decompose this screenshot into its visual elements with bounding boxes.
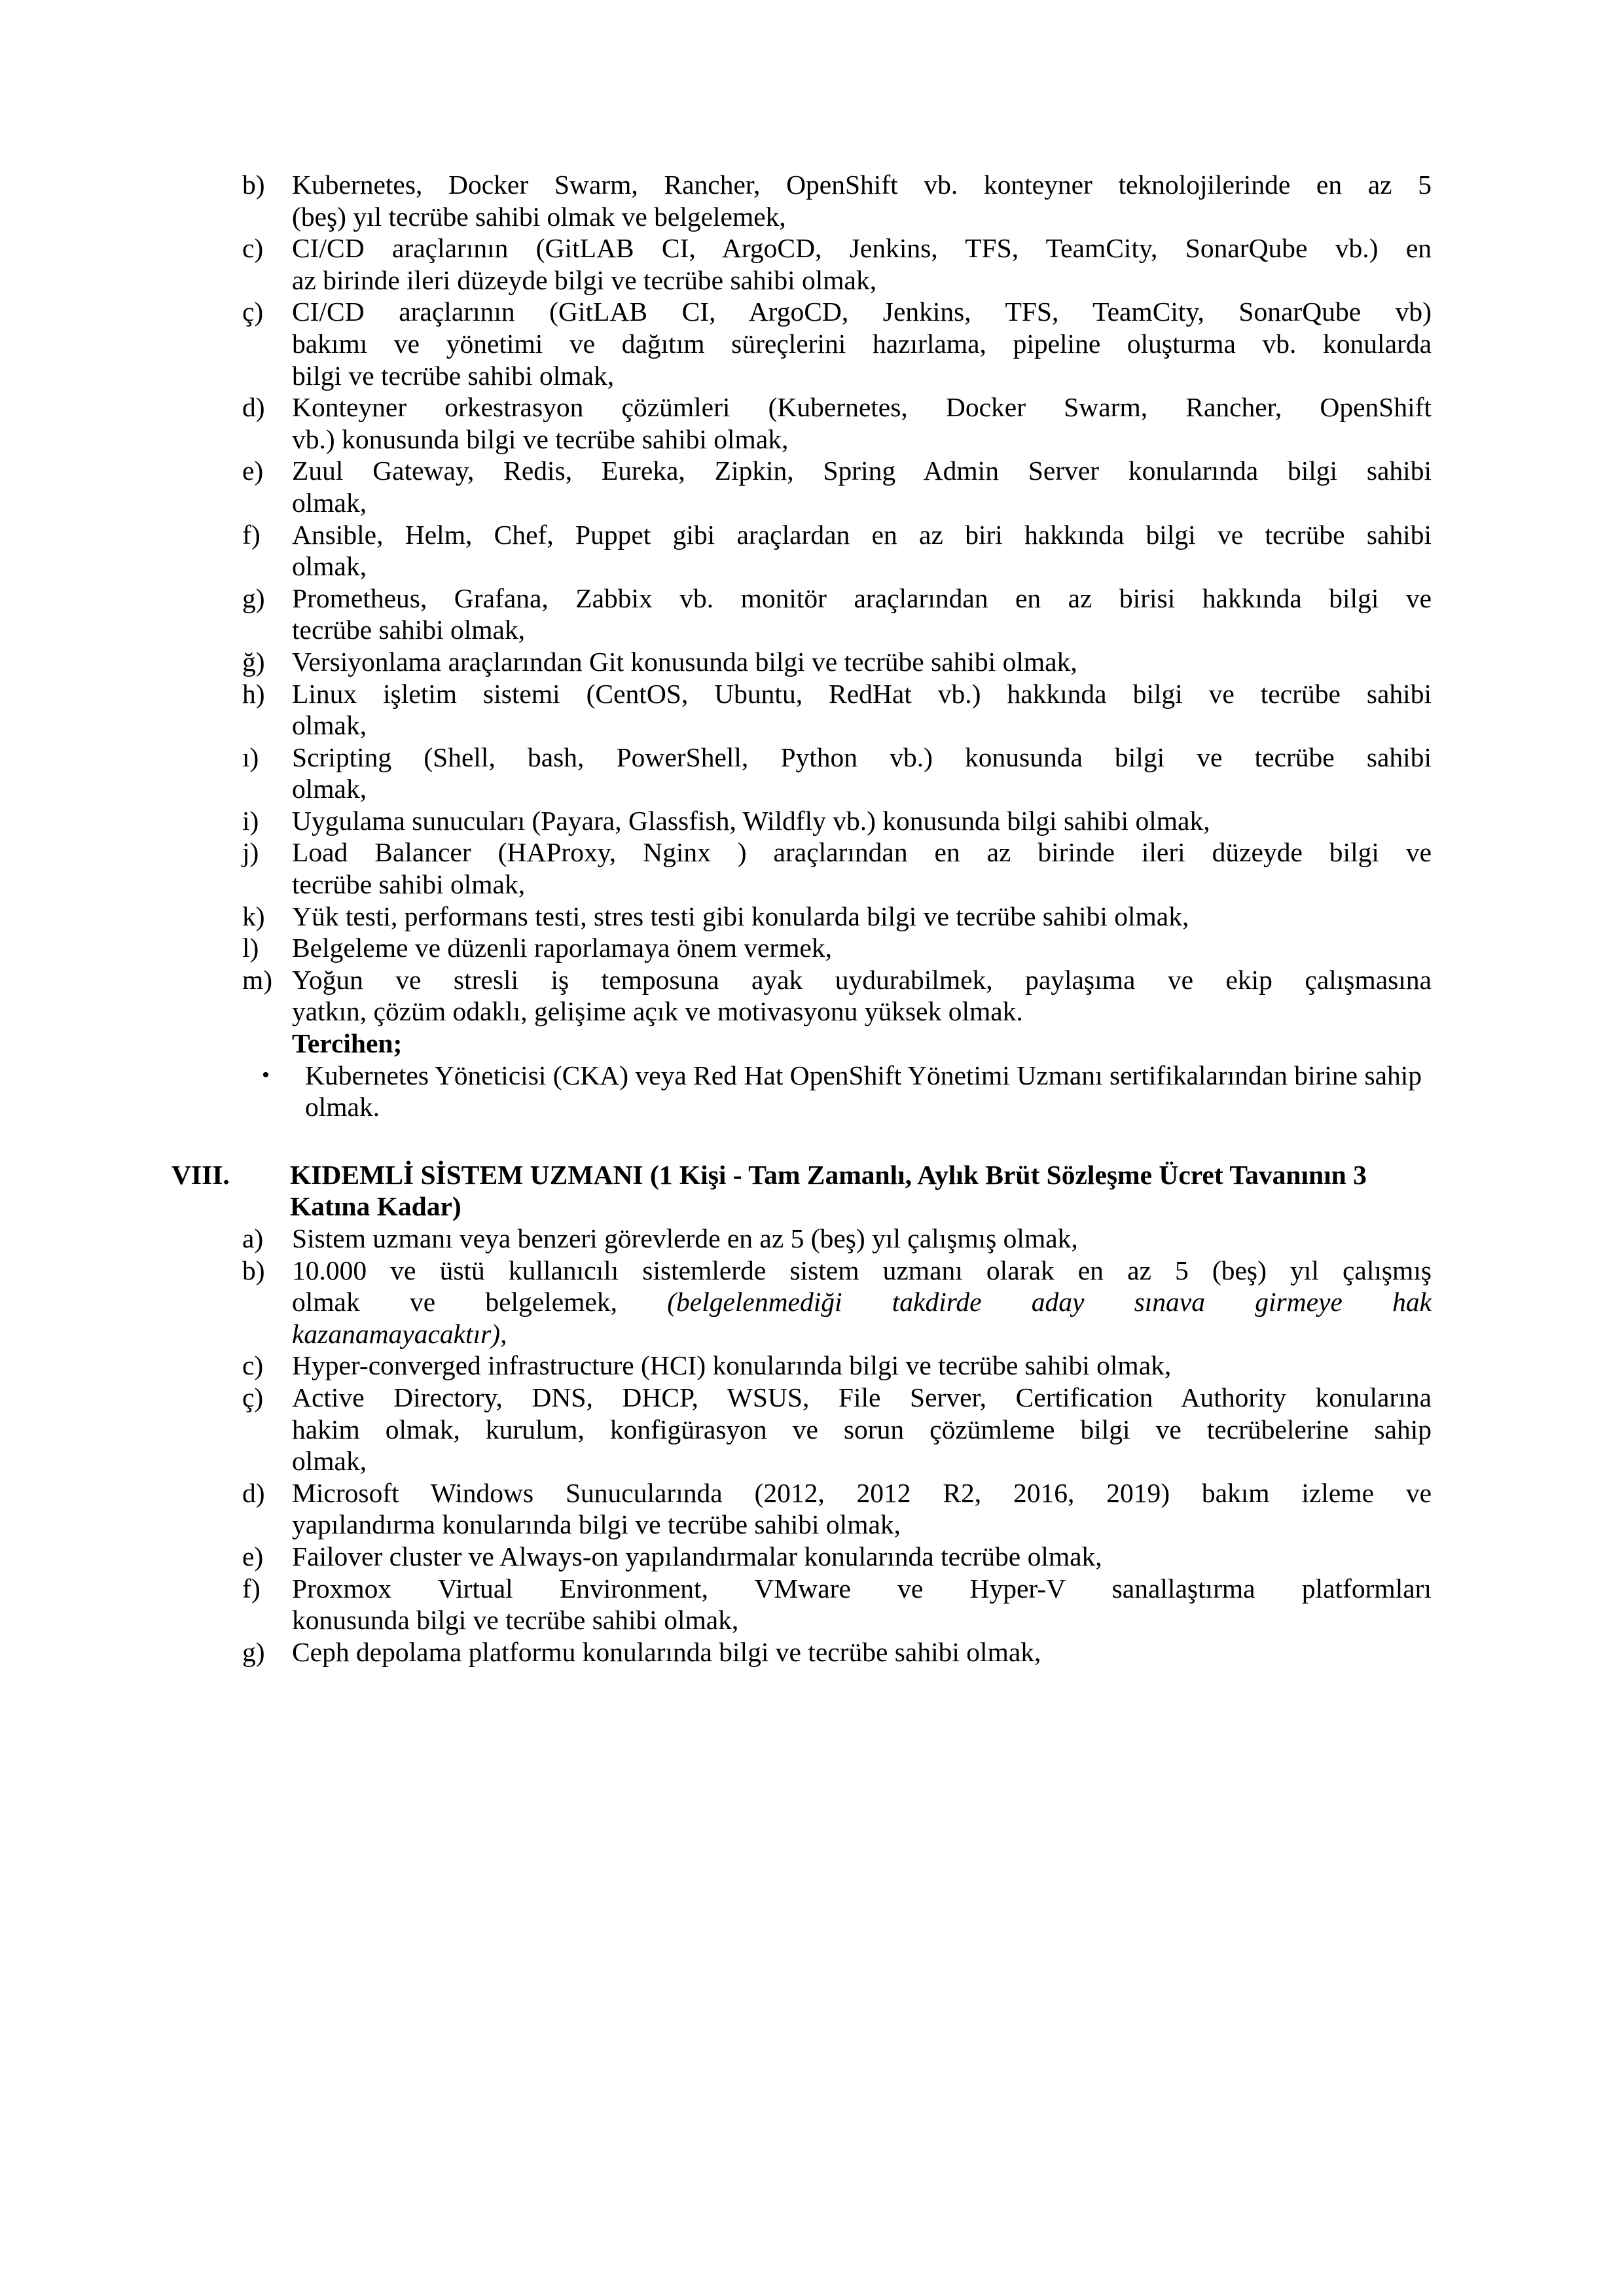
text-line: yapılandırma konularında bilgi ve tecrübe sahibi olmak, <box>292 1509 901 1540</box>
text-line: CI/CD araçlarının (GitLAB CI, ArgoCD, Jenkins, TFS, TeamCity, SonarQube vb.) en <box>292 233 1432 264</box>
list-marker: f) <box>242 1573 261 1604</box>
text-line: Load Balancer (HAProxy, Nginx ) araçlarından en az birinde ileri düzeyde bilgi ve <box>292 837 1432 868</box>
text-line: olmak, <box>292 1446 367 1477</box>
list-item <box>171 901 1432 933</box>
list-marker: b) <box>242 1255 265 1285</box>
list-marker: b) <box>242 170 265 200</box>
text-line: Sistem uzmanı veya benzeri görevlerde en az 5 (beş) yıl çalışmış olmak, <box>292 1223 1078 1253</box>
text-line: olmak, <box>292 551 367 582</box>
list-item-text <box>292 1223 1432 1255</box>
list-marker: d) <box>242 1477 265 1508</box>
preferred-bullet-text <box>305 1060 1432 1123</box>
text-line: bilgi ve tecrübe sahibi olmak, <box>292 360 615 391</box>
list-item <box>171 232 1432 296</box>
text-line: bakımı ve yönetimi ve dağıtım süreçlerini hazırlama, pipeline oluşturma vb. konularda <box>292 328 1432 359</box>
list-marker: d) <box>242 392 265 423</box>
list-item <box>171 646 1432 678</box>
list-item-text <box>292 742 1432 805</box>
list-marker: e) <box>242 456 264 486</box>
text-line: Hyper-converged infrastructure (HCI) konularında bilgi ve tecrübe sahibi olmak, <box>292 1350 1172 1381</box>
text-line: az birinde ileri düzeyde bilgi ve tecrübe sahibi olmak, <box>292 264 877 295</box>
text-line: Tavanının 3 Katına Kadar) <box>290 1159 1367 1222</box>
list-marker: c) <box>242 233 264 264</box>
list-item <box>171 1382 1432 1477</box>
text-line: tecrübe sahibi olmak, <box>292 869 526 900</box>
text-line: Active Directory, DNS, DHCP, WSUS, File Server, Certification Authority konularına <box>292 1382 1432 1412</box>
text-line: vb.) konusunda bilgi ve tecrübe sahibi olmak, <box>292 423 789 454</box>
list-item-text <box>292 1255 1432 1350</box>
list-item-text <box>292 1382 1432 1477</box>
section-heading-viii <box>171 1159 1432 1223</box>
list-marker: g) <box>242 1636 265 1667</box>
list-marker: f) <box>242 519 261 550</box>
text-line: Linux işletim sistemi (CentOS, Ubuntu, RedHat vb.) hakkında bilgi ve tecrübe sahibi <box>292 678 1432 709</box>
list-item-text <box>292 1477 1432 1541</box>
text-line: yatkın, çözüm odaklı, gelişime açık ve motivasyonu yüksek olmak. <box>292 996 1023 1027</box>
text-line: Ansible, Helm, Chef, Puppet gibi araçlardan en az biri hakkında bilgi ve tecrübe sahibi <box>292 519 1432 550</box>
list-item <box>171 678 1432 742</box>
list-item <box>171 169 1432 232</box>
text-line: Belgeleme ve düzenli raporlamaya önem vermek, <box>292 933 833 963</box>
text-line: Failover cluster ve Always-on yapılandırmalar konularında tecrübe olmak, <box>292 1541 1102 1571</box>
list-item-text <box>292 964 1432 1028</box>
text-italic: kazanamayacaktır), <box>292 1318 507 1349</box>
list-item-text <box>292 455 1432 518</box>
list-marker: j) <box>242 837 259 868</box>
text-line: Uygulama sunucuları (Payara, Glassfish, Wildfly vb.) konusunda bilgi sahibi olmak, <box>292 805 1210 836</box>
list-marker: m) <box>242 964 273 995</box>
list-marker: k) <box>242 901 265 931</box>
list-item <box>171 391 1432 455</box>
list-item <box>171 519 1432 583</box>
requirements-list-viii <box>171 1223 1432 1668</box>
text-line: hakim olmak, kurulum, konfigürasyon ve sorun çözümleme bilgi ve tecrübelerine sahip <box>292 1414 1432 1444</box>
text-line: Versiyonlama araçlarından Git konusunda bilgi ve tecrübe sahibi olmak, <box>292 646 1077 677</box>
list-marker: g) <box>242 583 265 613</box>
preferred-bullet-item <box>171 1060 1432 1123</box>
list-item <box>171 1636 1432 1668</box>
list-item <box>171 1255 1432 1350</box>
list-item-text <box>292 805 1432 837</box>
requirements-list-continued <box>171 169 1432 1028</box>
section-numeral: VIII. <box>171 1159 230 1190</box>
list-item <box>171 1573 1432 1636</box>
text-italic: (belgelenmediği takdirde aday sınava girmeye hak <box>667 1287 1432 1318</box>
document-content <box>171 169 1432 1668</box>
list-marker: h) <box>242 678 265 709</box>
list-item-text <box>292 932 1432 964</box>
list-marker: a) <box>242 1223 264 1253</box>
text-line: Kubernetes, Docker Swarm, Rancher, OpenShift vb. konteyner teknolojilerinde en az 5 <box>292 170 1432 200</box>
text-line <box>292 1318 1432 1350</box>
list-marker: c) <box>242 1350 264 1381</box>
text-line: sertifikalarından birine sahip olmak. <box>305 1060 1422 1122</box>
text-line: tecrübe sahibi olmak, <box>292 615 526 645</box>
text-line: olmak, <box>292 710 367 741</box>
list-marker: e) <box>242 1541 264 1571</box>
list-item-text <box>292 646 1432 678</box>
list-item-text <box>292 1350 1432 1382</box>
list-item-text <box>292 391 1432 455</box>
text-line: Prometheus, Grafana, Zabbix vb. monitör araçlarından en az birisi hakkında bilgi ve <box>292 583 1432 613</box>
list-item <box>171 805 1432 837</box>
list-item <box>171 583 1432 646</box>
text-line: Konteyner orkestrasyon çözümleri (Kubernetes, Docker Swarm, Rancher, OpenShift <box>292 392 1432 423</box>
list-marker: ğ) <box>242 646 265 677</box>
text-line: olmak, <box>292 487 367 518</box>
text-line: konusunda bilgi ve tecrübe sahibi olmak, <box>292 1605 739 1636</box>
list-item <box>171 1350 1432 1382</box>
list-item-text <box>292 583 1432 646</box>
list-item-text <box>292 836 1432 900</box>
text-line: 10.000 ve üstü kullanıcılı sistemlerde sistem uzmanı olarak en az 5 (beş) yıl çalışmış <box>292 1255 1432 1285</box>
text-line: KIDEMLİ SİSTEM UZMANI (1 Kişi - Tam Zamanlı, Aylık Brüt Sözleşme Ücret <box>290 1159 1223 1190</box>
text-line: Proxmox Virtual Environment, VMware ve Hyper-V sanallaştırma platformları <box>292 1573 1432 1604</box>
text-line: Yük testi, performans testi, stres testi gibi konularda bilgi ve tecrübe sahibi olmak, <box>292 901 1189 931</box>
list-marker: l) <box>242 933 259 963</box>
list-item-text <box>292 296 1432 391</box>
list-item <box>171 742 1432 805</box>
text-line: Ceph depolama platformu konularında bilgi ve tecrübe sahibi olmak, <box>292 1636 1041 1667</box>
text-line: Kubernetes Yöneticisi (CKA) veya Red Hat OpenShift Yönetimi Uzmanı <box>305 1060 1103 1090</box>
list-item-text <box>292 169 1432 232</box>
list-item <box>171 1223 1432 1255</box>
list-item <box>171 1477 1432 1541</box>
list-item-text <box>292 1636 1432 1668</box>
list-item <box>171 455 1432 518</box>
list-marker: i) <box>242 805 259 836</box>
preferred-label: Tercihen; <box>292 1028 403 1059</box>
list-item-text <box>292 678 1432 742</box>
section-title <box>290 1159 1432 1223</box>
list-item-text <box>292 232 1432 296</box>
list-marker: ç) <box>242 296 264 327</box>
list-item-text <box>292 1573 1432 1636</box>
list-item <box>171 964 1432 1028</box>
list-item <box>171 1541 1432 1573</box>
list-item-text <box>292 901 1432 933</box>
text-line <box>292 1286 1432 1318</box>
list-marker: ç) <box>242 1382 264 1412</box>
list-marker: ı) <box>242 742 259 772</box>
text-line: (beş) yıl tecrübe sahibi olmak ve belgelemek, <box>292 201 786 232</box>
bullet-icon: • <box>262 1062 270 1087</box>
text-line: olmak, <box>292 774 367 804</box>
list-item-text <box>292 519 1432 583</box>
list-item <box>171 932 1432 964</box>
list-item <box>171 836 1432 900</box>
list-item <box>171 296 1432 391</box>
text-line: Yoğun ve stresli iş temposuna ayak uydurabilmek, paylaşıma ve ekip çalışmasına <box>292 964 1432 995</box>
text-line: Zuul Gateway, Redis, Eureka, Zipkin, Spring Admin Server konularında bilgi sahibi <box>292 456 1432 486</box>
text-plain: olmak ve belgelemek, <box>292 1287 617 1318</box>
text-line: CI/CD araçlarının (GitLAB CI, ArgoCD, Jenkins, TFS, TeamCity, SonarQube vb) <box>292 296 1432 327</box>
text-line: Microsoft Windows Sunucularında (2012, 2012 R2, 2016, 2019) bakım izleme ve <box>292 1477 1432 1508</box>
list-item-text <box>292 1541 1432 1573</box>
text-line: Scripting (Shell, bash, PowerShell, Python vb.) konusunda bilgi ve tecrübe sahibi <box>292 742 1432 772</box>
